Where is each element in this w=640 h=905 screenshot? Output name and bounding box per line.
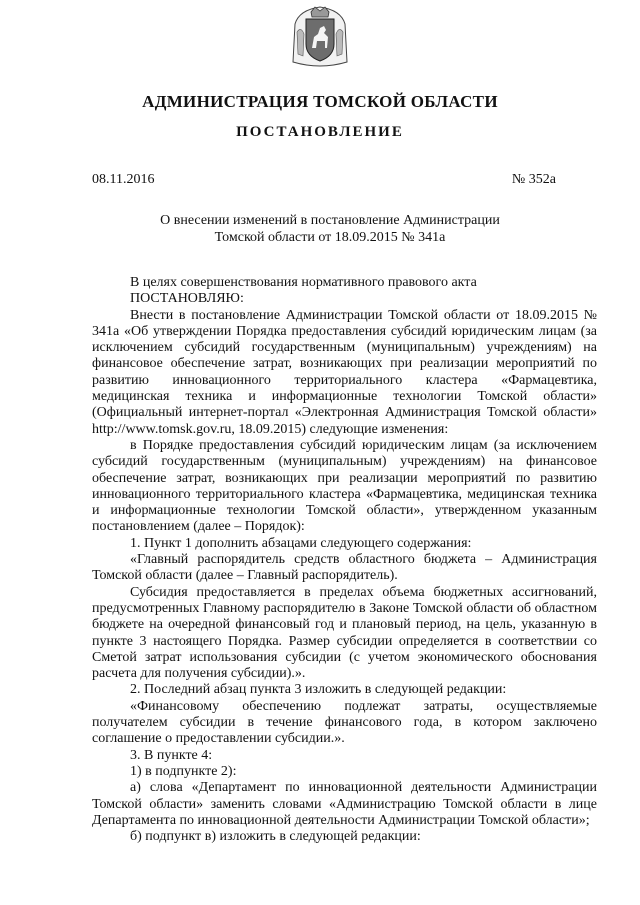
paragraph: 1) в подпункте 2): <box>130 763 237 779</box>
paragraph: б) подпункт в) изложить в следующей редакции: <box>130 829 421 845</box>
paragraph: в Порядке предоставления субсидий юридическим лицам (за исключением субсидий государственным (муниципальным) учреждениям) на финансовое обеспечение затрат, возникающих при реализации мероприятий по развитию инновационного территориального кластера «Фармацевтика, медицинская техника и информационные технологии Томской области», утвержденном указанным постановлением (далее – Порядок): <box>92 437 597 535</box>
subject-line-2: Томской области от 18.09.2015 № 341а <box>214 230 446 245</box>
subject-line-1: О внесении изменений в постановление Администрации <box>160 213 500 228</box>
coat-of-arms-icon <box>291 4 349 68</box>
document-date: 08.11.2016 <box>92 172 155 187</box>
paragraph: 1. Пункт 1 дополнить абзацами следующего содержания: <box>130 535 472 551</box>
paragraph: 2. Последний абзац пункта 3 изложить в следующей редакции: <box>130 682 507 698</box>
act-type-title: ПОСТАНОВЛЕНИЕ <box>236 124 404 140</box>
paragraph: Внести в постановление Администрации Томской области от 18.09.2015 № 341а «Об утверждении Порядка предоставления субсидий юридическим лицам (за исключением субсидий государственным (муниципальным) учреждениям) на финансовое обеспечение затрат, возникающих при реализации мероприятий по развитию инновационного территориального кластера «Фармацевтика, медицинская техника и информационные технологии Томской области» (Официальный интернет-портал «Электронная Администрация Томской области» http://www.tomsk.gov.ru, 18.09.2015) следующие изменения: <box>92 307 597 437</box>
paragraph: 3. В пункте 4: <box>130 747 213 763</box>
document-subject <box>140 212 520 246</box>
paragraph: «Финансовому обеспечению подлежат затраты, осуществляемые получателем субсидии в течение финансового года, в котором заключено соглашение о предоставлении субсидии.». <box>92 698 597 747</box>
organization-title: АДМИНИСТРАЦИЯ ТОМСКОЙ ОБЛАСТИ <box>142 92 498 111</box>
document-number: № 352а <box>511 172 556 187</box>
document-body <box>92 275 597 845</box>
paragraph: «Главный распорядитель средств областного бюджета – Администрация Томской области (далее – Главный распорядитель). <box>92 552 597 584</box>
paragraph-preamble: В целях совершенствования нормативного правового акта <box>130 275 477 290</box>
paragraph-resolve: ПОСТАНОВЛЯЮ: <box>130 291 244 307</box>
paragraph: а) слова «Департамент по инновационной деятельности Администрации Томской области» заменить словами «Администрацию Томской области в лице Департамента по инновационной деятельности Администрации Томской области»; <box>92 780 597 828</box>
paragraph: Субсидия предоставляется в пределах объема бюджетных ассигнований, предусмотренных Главному распорядителю в Законе Томской области об областном бюджете на очередной финансовый год и плановый период, на цель, указанную в пункте 3 настоящего Порядка. Размер субсидии определяется в соответствии со Сметой затрат использования субсидии (с учетом экономического обоснования расчета для получения субсидии).». <box>92 584 597 682</box>
